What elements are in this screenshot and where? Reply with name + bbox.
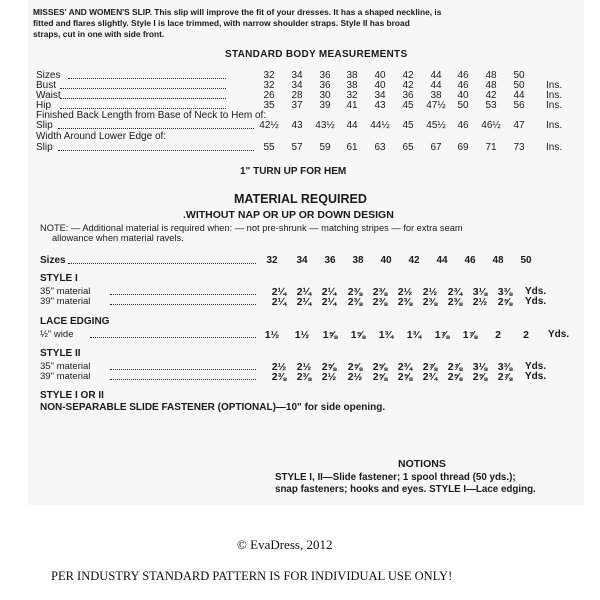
measurement-label: Bust <box>36 80 57 91</box>
measurement-value: 46 <box>457 70 469 81</box>
leader-dots <box>60 98 226 99</box>
slip-length-value: 42½ <box>259 120 279 131</box>
leader-dots <box>58 150 254 151</box>
material-row-label: 39" material <box>40 371 91 382</box>
lace-edging-heading: LACE EDGING <box>40 316 110 327</box>
slip-width-value: 55 <box>263 142 275 153</box>
measurement-value: 45 <box>402 100 414 111</box>
measurement-value: 38 <box>346 80 358 91</box>
yardage-value: 2⅜ <box>372 286 388 298</box>
measurement-value: 44 <box>430 80 442 91</box>
slip-length-value: 44 <box>346 120 358 131</box>
yardage-value: 2½ <box>271 361 287 373</box>
measurement-label: Waist <box>36 90 61 101</box>
lace-yardage-value: 2 <box>495 329 501 341</box>
slip-length-value: 44½ <box>370 120 390 131</box>
yardage-value: 2⅝ <box>321 361 337 373</box>
measurement-unit: Ins. <box>546 90 563 101</box>
slip-length-value: 43½ <box>315 120 335 131</box>
leader-dots <box>110 304 256 305</box>
yardage-value: 2⅜ <box>296 371 312 383</box>
yardage-value: 2½ <box>397 286 413 298</box>
notions-line-1: STYLE I, II—Slide fastener; 1 spool thread (50 yds.); <box>275 472 516 483</box>
slip-length-unit: Ins. <box>546 120 563 131</box>
leader-dots <box>90 337 256 338</box>
yardage-value: 2⅜ <box>422 296 438 308</box>
yardage-value: 3⅜ <box>497 286 513 298</box>
slip-width-label: Slip <box>36 142 53 153</box>
lace-yardage-value: 1⅝ <box>350 329 366 341</box>
measurement-label: Sizes <box>36 70 61 81</box>
notions-title: NOTIONS <box>398 458 446 470</box>
intro-line-1: MISSES' AND WOMEN'S SLIP. This slip will improve the fit of your dresses. It has a shaped neckline, is <box>33 7 442 17</box>
measurement-label: Hip <box>36 100 52 111</box>
material-size-header: 40 <box>380 255 392 266</box>
yardage-value: 2⅜ <box>347 286 363 298</box>
lace-yardage-value: 2 <box>523 329 529 341</box>
measurement-value: 34 <box>291 80 303 91</box>
yardage-value: 2¼ <box>321 296 337 308</box>
measurement-value: 50 <box>513 80 525 91</box>
yardage-value: 2½ <box>472 296 488 308</box>
slip-width-value: 63 <box>374 142 386 153</box>
yardage-value: 2⅝ <box>472 371 488 383</box>
measurement-value: 38 <box>346 70 358 81</box>
width-heading: Width Around Lower Edge of: <box>36 131 167 142</box>
measurement-value: 37 <box>291 100 303 111</box>
material-size-header: 32 <box>266 255 278 266</box>
leader-dots <box>110 379 256 380</box>
notions-line-2: snap fasteners; hooks and eyes. STYLE I—Lace edging. <box>275 484 536 495</box>
material-row-label: 39" material <box>40 296 91 307</box>
material-size-header: 48 <box>492 255 504 266</box>
yardage-value: 2⅝ <box>372 361 388 373</box>
yardage-unit: Yds. <box>525 286 547 297</box>
yardage-value: 2⅝ <box>497 296 513 308</box>
yardage-value: 2¼ <box>321 286 337 298</box>
material-size-header: 42 <box>408 255 420 266</box>
measurement-value: 46 <box>457 80 469 91</box>
yardage-value: 3⅛ <box>472 361 488 373</box>
yardage-value: 2½ <box>422 286 438 298</box>
yardage-value: 3⅛ <box>472 286 488 298</box>
lace-yardage-value: 1⅞ <box>434 329 450 341</box>
yardage-value: 2⅜ <box>372 296 388 308</box>
leader-dots <box>68 78 226 79</box>
slip-width-value: 67 <box>430 142 442 153</box>
measurement-unit: Ins. <box>546 100 563 111</box>
yardage-value: 2¼ <box>271 286 287 298</box>
yardage-unit: Yds. <box>525 371 547 382</box>
slip-width-value: 71 <box>485 142 497 153</box>
material-note-line-1: NOTE: — Additional material is required when: — not pre-shrunk — matching stripes — for extra seam <box>40 223 463 233</box>
yardage-value: 2¾ <box>397 361 413 373</box>
slip-width-unit: Ins. <box>546 142 563 153</box>
style-1-or-2-heading: STYLE I OR II <box>40 390 104 401</box>
yardage-value: 2½ <box>321 371 337 383</box>
material-row-label: 35" material <box>40 361 91 372</box>
slip-width-value: 61 <box>346 142 358 153</box>
lace-yardage-value: 1½ <box>264 329 280 341</box>
slip-length-value: 47 <box>513 120 525 131</box>
material-size-header: 46 <box>464 255 476 266</box>
slip-width-value: 69 <box>457 142 469 153</box>
yardage-value: 2⅞ <box>497 371 513 383</box>
yardage-value: 2¾ <box>422 371 438 383</box>
intro-line-2: fitted and flares slightly. Style I is lace trimmed, with narrow shoulder straps. Style II has broad <box>33 18 410 28</box>
leader-dots <box>110 369 256 370</box>
measurement-value: 39 <box>319 100 331 111</box>
measurement-value: 34 <box>291 70 303 81</box>
measurement-value: 56 <box>513 100 525 111</box>
leader-dots <box>60 88 226 89</box>
measurement-value: 48 <box>485 70 497 81</box>
measurement-value: 42 <box>402 70 414 81</box>
measurement-value: 40 <box>457 90 469 101</box>
material-size-header: 44 <box>436 255 448 266</box>
yardage-value: 2⅞ <box>447 361 463 373</box>
style-1-heading: STYLE I <box>40 273 78 284</box>
intro-line-3: straps, cut in one with side front. <box>33 29 165 39</box>
slip-width-value: 57 <box>291 142 303 153</box>
measurement-value: 26 <box>263 90 275 101</box>
material-size-header: 38 <box>352 255 364 266</box>
yardage-value: 2⅜ <box>447 296 463 308</box>
yardage-value: 2⅜ <box>397 296 413 308</box>
measurements-title: STANDARD BODY MEASUREMENTS <box>225 49 408 60</box>
lace-row-label: ½" wide <box>40 329 74 340</box>
yardage-value: 2⅜ <box>271 371 287 383</box>
measurement-value: 50 <box>457 100 469 111</box>
yardage-value: 2⅝ <box>347 361 363 373</box>
lace-yardage-unit: Yds. <box>548 329 570 340</box>
measurement-value: 36 <box>319 80 331 91</box>
measurement-value: 28 <box>291 90 303 101</box>
style-2-heading: STYLE II <box>40 348 81 359</box>
leader-dots <box>60 108 226 109</box>
lace-yardage-value: 1½ <box>294 329 310 341</box>
yardage-value: 2¼ <box>296 286 312 298</box>
back-length-heading: Finished Back Length from Base of Neck to Hem of: <box>36 110 267 121</box>
slip-length-value: 45 <box>402 120 414 131</box>
fastener-line: NON-SEPARABLE SLIDE FASTENER (OPTIONAL)—10" for side opening. <box>40 402 386 413</box>
measurement-value: 32 <box>346 90 358 101</box>
material-title: MATERIAL REQUIRED <box>234 192 367 206</box>
material-subtitle: .WITHOUT NAP OR UP OR DOWN DESIGN <box>183 209 394 221</box>
slip-length-value: 45½ <box>426 120 446 131</box>
yardage-unit: Yds. <box>525 296 547 307</box>
yardage-value: 3⅜ <box>497 361 513 373</box>
hem-note: 1" TURN UP FOR HEM <box>240 166 347 177</box>
measurement-value: 36 <box>319 70 331 81</box>
yardage-value: 2½ <box>347 371 363 383</box>
measurement-value: 40 <box>374 70 386 81</box>
measurement-value: 47½ <box>426 100 446 111</box>
measurement-value: 44 <box>513 90 525 101</box>
measurement-value: 42 <box>402 80 414 91</box>
measurement-value: 32 <box>263 70 275 81</box>
measurement-value: 43 <box>374 100 386 111</box>
lace-yardage-value: 1¾ <box>406 329 422 341</box>
slip-length-value: 46½ <box>481 120 501 131</box>
yardage-unit: Yds. <box>525 361 547 372</box>
leader-dots <box>68 263 256 264</box>
measurement-unit: Ins. <box>546 80 563 91</box>
measurement-value: 53 <box>485 100 497 111</box>
leader-dots <box>58 128 254 129</box>
material-size-header: 50 <box>520 255 532 266</box>
measurement-value: 38 <box>430 90 442 101</box>
slip-width-value: 59 <box>319 142 331 153</box>
yardage-value: 2¼ <box>271 296 287 308</box>
measurement-value: 30 <box>319 90 331 101</box>
yardage-value: 2⅜ <box>347 296 363 308</box>
yardage-value: 2⅝ <box>372 371 388 383</box>
measurement-value: 50 <box>513 70 525 81</box>
measurement-value: 42 <box>485 90 497 101</box>
measurement-value: 34 <box>374 90 386 101</box>
yardage-value: 2¾ <box>447 286 463 298</box>
lace-yardage-value: 1⅞ <box>462 329 478 341</box>
measurement-value: 35 <box>263 100 275 111</box>
yardage-value: 2⅝ <box>447 371 463 383</box>
measurement-value: 48 <box>485 80 497 91</box>
usage-notice: PER INDUSTRY STANDARD PATTERN IS FOR INDIVIDUAL USE ONLY! <box>51 569 453 583</box>
yardage-value: 2½ <box>296 361 312 373</box>
measurement-value: 44 <box>430 70 442 81</box>
material-note-line-2: allowance when material ravels. <box>52 233 184 243</box>
material-row-label: 35" material <box>40 286 91 297</box>
yardage-value: 2⅞ <box>422 361 438 373</box>
lace-yardage-value: 1¾ <box>378 329 394 341</box>
slip-length-value: 46 <box>457 120 469 131</box>
measurement-value: 41 <box>346 100 358 111</box>
slip-length-value: 43 <box>291 120 303 131</box>
sizes-label: Sizes <box>40 255 66 266</box>
material-size-header: 34 <box>296 255 308 266</box>
slip-length-label: Slip <box>36 120 53 131</box>
measurement-value: 32 <box>263 80 275 91</box>
copyright-text: © EvaDress, 2012 <box>237 537 333 552</box>
yardage-value: 2⅝ <box>397 371 413 383</box>
material-size-header: 36 <box>324 255 336 266</box>
slip-width-value: 73 <box>513 142 525 153</box>
leader-dots <box>110 294 256 295</box>
slip-width-value: 65 <box>402 142 414 153</box>
lace-yardage-value: 1⅝ <box>322 329 338 341</box>
measurement-value: 40 <box>374 80 386 91</box>
yardage-value: 2¼ <box>296 296 312 308</box>
measurement-value: 36 <box>402 90 414 101</box>
